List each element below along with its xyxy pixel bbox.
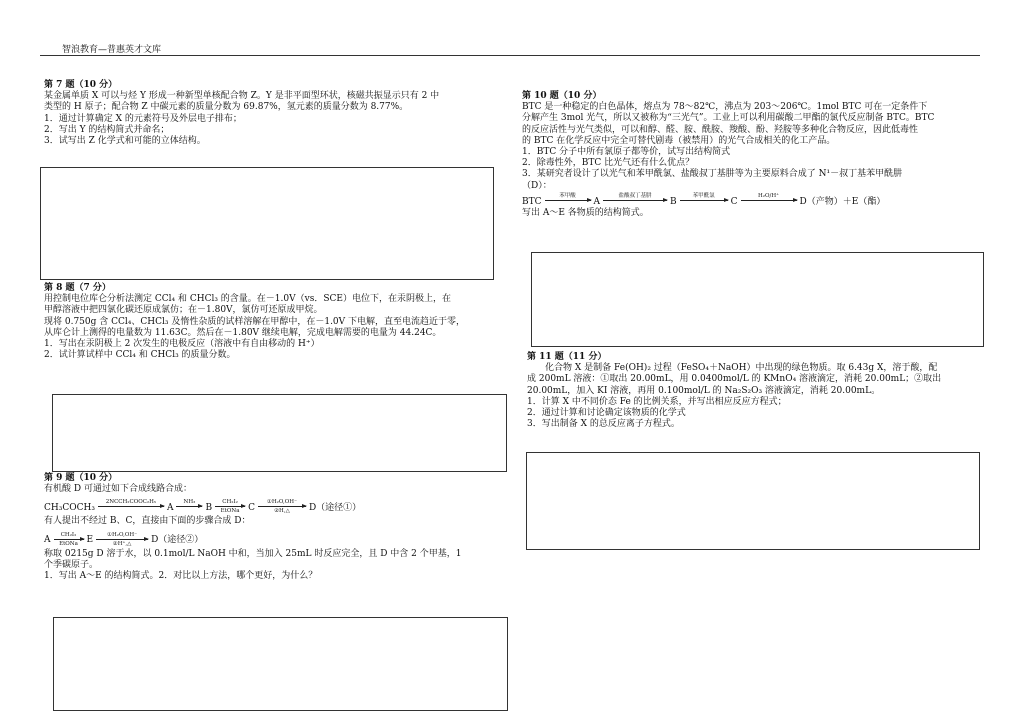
question-9-line: 称取 0215g D 溶于水，以 0.1mol/L NaOH 中和，当加入 25mL 时反应完全，且 D 中含 2 个甲基，1 [44,548,462,559]
question-9-intro2: 有人提出不经过 B、C，直接由下面的步骤合成 D： [44,516,251,527]
reaction-arrow: ①H₂O,OH⁻ ②H,△ [258,499,306,514]
route1-node-a: A [166,503,174,514]
question-11-line: 2．通过计算和讨论确定该物质的化学式 [527,408,686,419]
question-10-line: BTC 是一种稳定的白色晶体，熔点为 78～82℃，沸点为 203～206℃。1mol BTC 可在一定条件下 [522,102,928,113]
page-header-title: 智浪教育—普惠英才文库 [62,45,162,55]
question-9-line: 个季碳原子。 [44,559,99,570]
question-10-line: 1．BTC 分子中所有氯原子都等价，试写出结构简式 [522,147,731,158]
route1-start: CH₃COCH₃ [44,503,95,514]
answer-box-q7[interactable] [40,167,494,280]
question-10-tail: 写出 A～E 各物质的结构简式。 [522,207,649,218]
question-11-line: 1．计算 X 中不同价态 Fe 的比例关系，并写出相应反应方程式； [527,396,787,407]
reaction-arrow: ①H₂O,OH⁻ ②H⁺,△ [96,532,148,547]
route-btc-node-b: B [670,196,677,207]
question-10-line: 分解产生 3mol 光气，所以又被称为“三光气”。工业上可以利用碳酸二甲酯的氯代反应制备 BTC。BTC [522,113,935,124]
reaction-arrow: CH₂I₂ EtONa [215,499,245,514]
question-10 [522,91,982,219]
reaction-arrow: 苯甲酸 [545,193,591,208]
route2-start: A [44,535,51,546]
reaction-arrow: H₂O/H⁺ [741,193,797,208]
reaction-arrow: 苯甲酰氯 [680,193,728,208]
question-8-line: 从库仑计上测得的电量数为 11.63C。然后在－1.80V 继续电解，完成电解需要的电量为 44.24C。 [44,327,442,338]
question-11-title: 第 11 题（11 分） [527,352,607,362]
question-9 [44,473,514,582]
question-8-line: 1．写出在汞阴极上 2 次发生的电极反应（溶液中有自由移动的 H⁺） [44,339,320,350]
question-9-line: 1．写出 A～E 的结构简式。2．对比以上方法，哪个更好，为什么？ [44,571,318,582]
question-7 [44,80,504,147]
route1-node-b: B [205,503,213,514]
answer-box-q8[interactable] [52,394,507,472]
question-10-line: 的 BTC 在化学反应中完全可替代剧毒（被禁用）的光气合成相关的化工产品。 [522,135,836,146]
route-btc-start: BTC [522,196,542,207]
question-11-line: 20.00mL，加入 KI 溶液，再用 0.100mol/L 的 Na₂S₂O₃ 溶液滴定，消耗 20.00mL。 [527,385,881,396]
question-7-line: 2．写出 Y 的结构简式并命名； [44,124,170,135]
question-11-line: 成 200mL 溶液：①取出 20.00mL，用 0.0400mol/L 的 KMnO₄ 溶液滴定，消耗 20.00mL；②取出 [527,374,942,385]
route-btc-node-a: A [593,196,601,207]
synthesis-route-2 [44,532,514,547]
reaction-arrow: 盐酸叔丁基肼 [603,193,667,208]
question-10-line: 的反应活性与光气类似，可以和醇、醛、胺、酰胺、羧酸、酚、羟胺等多种化合物反应，因此低毒性 [522,124,919,135]
question-11 [527,352,987,430]
reaction-arrow: CH₂I₂ EtONa [54,532,84,547]
question-7-line: 类型的 H 原子；配合物 Z 中碳元素的质量分数为 69.87%，氢元素的质量分数为 8.77%。 [44,102,409,113]
question-10-line: 2．除毒性外，BTC 比光气还有什么优点？ [522,158,695,169]
question-7-line: 3．试写出 Z 化学式和可能的立体结构。 [44,136,206,147]
reaction-arrow: NH₃ [176,499,202,514]
question-7-title: 第 7 题（10 分） [44,80,118,90]
route-btc-node-c: C [730,196,738,207]
question-10-line: （D）： [522,180,552,191]
synthesis-route-btc [522,193,982,208]
question-8-line: 2．试计算试样中 CCl₄ 和 CHCl₃ 的质量分数。 [44,350,236,361]
question-8-line: 用控制电位库仑分析法测定 CCl₄ 和 CHCl₃ 的含量。在－1.0V（vs．SCE）电位下，在汞阴极上，在 [44,294,451,305]
answer-box-q11[interactable] [526,452,980,550]
route1-node-d: D（途径①） [308,503,362,514]
question-11-line: 3．写出制备 X 的总反应离子方程式。 [527,419,680,430]
question-10-title: 第 10 题（10 分） [522,91,602,101]
question-7-line: 某金属单质 X 可以与烃 Y 形成一种新型单核配合物 Z。Y 是非平面型环状，核磁共振显示只有 2 中 [44,91,440,102]
answer-box-q9[interactable] [53,617,508,711]
header-divider [40,55,980,56]
synthesis-route-1 [44,499,514,514]
question-7-line: 1．通过计算确定 X 的元素符号及外层电子排布； [44,113,242,124]
question-8-title: 第 8 题（7 分） [44,283,111,293]
reaction-arrow: 2NCCH₂COOC₂H₅ [98,499,164,514]
question-10-line: 3．某研究者设计了以光气和苯甲酰氯、盐酸叔丁基肼等为主要原料合成了 N¹－叔丁基苯甲酰肼 [522,169,903,180]
route2-node-e: E [86,535,94,546]
route-btc-node-d: D（产物）＋E（酯） [799,196,886,207]
route2-node-d: D（途径②） [151,535,204,546]
question-9-title: 第 9 题（10 分） [44,473,118,483]
question-8-line: 甲醇溶液中把四氯化碳还原成氯仿；在－1.80V，氯仿可还原成甲烷。 [44,305,323,316]
question-8 [44,283,504,361]
answer-box-q10[interactable] [531,252,984,347]
question-8-line: 现将 0.750g 含 CCl₄、CHCl₃ 及惰性杂质的试样溶解在甲醇中，在－1.0V 下电解，直至电流趋近于零， [44,316,466,327]
question-11-line: 化合物 X 是制备 Fe(OH)₂ 过程（FeSO₄＋NaOH）中出现的绿色物质。取 6.43g X，溶于酸，配 [527,363,938,374]
question-9-intro: 有机酸 D 可通过如下合成线路合成： [44,484,192,495]
route1-node-c: C [248,503,255,514]
